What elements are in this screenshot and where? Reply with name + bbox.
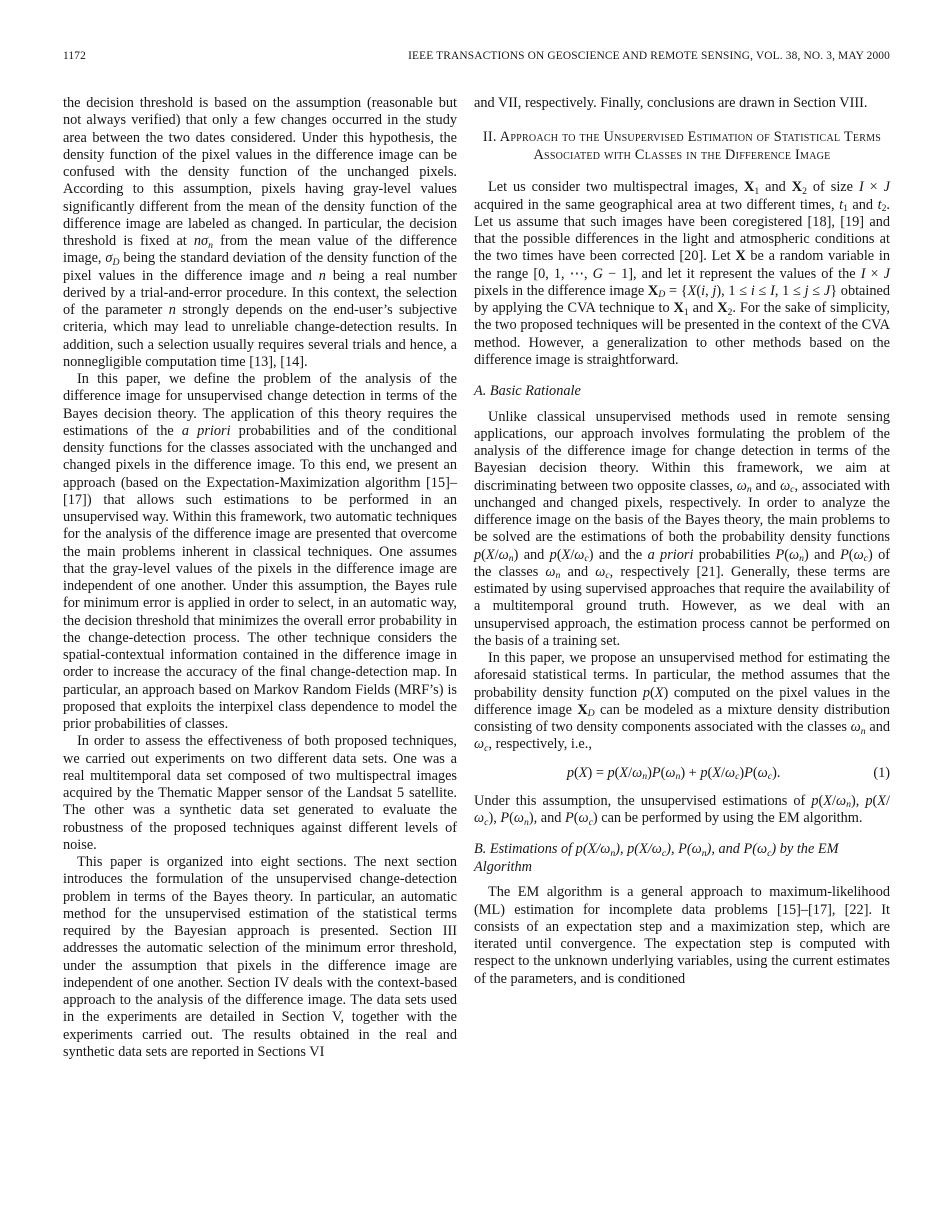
equation-1-body: $p(X) = p(X/\omega_n)P(\omega_n) + p(X/\omega_c)P(\omega_c)$. <box>566 764 781 783</box>
paragraph-in-order-to-assess: In order to assess the effectiveness of both proposed techniques, we carried out experiments on two different data sets. One was a real multitemporal data set composed of two multispectral images acquired by the Thematic Mapper sensor of the Landsat 5 satellite. The other was a synthetic data set generated to evaluate the robustness of the proposed techniques against different levels of noise. <box>63 733 457 853</box>
paragraph-in-this-paper: In this paper, we define the problem of the analysis of the difference image for unsupervised change detection in terms of the Bayes decision theory. The application of this theory requires the estimations of the a priori probabilities and of the conditional density functions for the classes associated with the unchanged and changed pixels in the difference image. To this end, we present an approach (based on the Expectation-Maximization algorithm [15]–[17]) that allows such estimations to be performed in an unsupervised way. Within this framework, two automatic techniques for the analysis of the difference image are presented that overcome the main problems inherent in classical techniques. One assumes that the gray-level values of the pixels in the difference image are independent of one another. Under this assumption, the Bayes rule for minimum error is applied in order to select, in an automatic way, the decision threshold that minimizes the overall error probability in the change-detection process. The other technique considers the spatial-contextual information contained in the difference image in order to increase the accuracy of the final change-detection map. In particular, an approach based on Markov Random Fields (MRF’s) is proposed that exploits the interpixel class dependence to model the prior probabilities of classes. <box>63 371 457 732</box>
right-column <box>474 95 890 1061</box>
paragraph-unlike-classical: Unlike classical unsupervised methods used in remote sensing applications, our approach involves formulating the problem of the analysis of the difference image for change detection in terms of the Bayesian decision theory. Within this framework, we aim at discriminating between two opposite classes, $\omega_n$ and $\omega_c$, associated with unchanged and changed pixels, respectively. In order to analyze the difference image on the basis of the Bayes theory, the main problems to be solved are the estimations of both the probability density functions $p(X/\omega_n)$ and $p(X/\omega_c)$ and the a priori probabilities $P(\omega_n)$ and $P(\omega_c)$ of the classes $\omega_n$ and $\omega_c$, respectively [21]. Generally, these terms are estimated by using supervised approaches that require the availability of a multitemporal ground truth. However, as we deal with an unsupervised approach, the estimation process cannot be performed on the basis of a training set. <box>474 408 890 649</box>
paragraph-we-propose: In this paper, we propose an unsupervised method for estimating the aforesaid statistical terms. In particular, the method assumes that the probability density function p(X) computed on the pixel values in the difference image $X_D$ can be modeled as a mixture density distribution consisting of two density components associated with the classes $\omega_n$ and $\omega_c$, respectively, i.e., <box>474 650 891 754</box>
subsection-b-heading: B. Estimations of $p(X/\omega_n)$, $p(X/\omega_c)$, $P(\omega_n)$, and $P(\omega_c)$ by the EM Algorithm <box>474 841 839 875</box>
paragraph-under-assumption: Under this assumption, the unsupervised estimations of $p(X/\omega_n)$, $p(X/\omega_c)$, $P(\omega_n)$, and $P(\omega_c)$ can be performed by using the EM algorithm. <box>474 792 890 828</box>
paragraph-let-us-consider: Let us consider two multispectral images, $X_1$ and $X_2$ of size I × J acquired in the same geographical area at two different times, $t_1$ and $t_2$. Let us assume that such images have been coregistered [18], [19] and that the possible differences in the light and atmospheric conditions at the two times have been corrected [20]. Let X be a random variable in the range [0, 1, ⋯, G − 1], and let it represent the values of the I × J pixels in the difference image $X_D = \{X(i$, j), 1 ≤ i ≤ I, 1 ≤ j ≤ J} obtained by applying the CVA technique to $X_1$ and $X_2$. For the sake of simplicity, the two proposed techniques will be presented in the context of the CVA method. However, a generalization to other methods based on the difference image is straightforward. <box>474 179 891 368</box>
paragraph-organization: This paper is organized into eight sections. The next section introduces the formulation of the unsupervised change-detection problem in terms of the Bayes theory. In particular, an automatic method for the unsupervised estimation of the statistical terms required by the Bayesian approach is presented. Section III addresses the automatic selection of the minimum error threshold, under the assumption that pixels in the difference image are independent of one another. Section IV deals with the context-based approach to the analysis of the difference image. The data sets used in the experiments are detailed in Section V, together with the experiments carried out. The results obtained in the real and synthetic data sets are reported in Sections VI <box>63 854 457 1060</box>
paragraph-decision-threshold: the decision threshold is based on the assumption (reasonable but not always verified) that only a few changes occurred in the study area between the two dates considered. Under this hypothesis, the density function of the pixel values in the difference image can be confused with the density function of the unchanged pixels. According to this assumption, pixels having gray-level values significantly different from the mean of the density function of the difference image are labeled as changed. In particular, the decision threshold is fixed at $n\sigma_n$ from the mean value of the difference image, $\sigma_D$ being the standard deviation of the density function of the pixel values in the difference image and n being a real number derived by a trial-and-error procedure. In this context, the selection of the parameter n strongly depends on the end-user’s subjective criteria, which may lead to unreliable change-detection results. In addition, such a selection usually requires several trials and hence, a nonnegligible computation time [13], [14]. <box>63 95 457 370</box>
equation-1 <box>474 765 890 782</box>
equation-1-number: (1) <box>873 764 890 781</box>
two-column-body <box>63 95 890 1061</box>
paragraph-continuation: and VII, respectively. Finally, conclusions are drawn in Section VIII. <box>474 95 868 111</box>
subsection-a-heading: A. Basic Rationale <box>474 383 581 399</box>
left-column <box>63 95 457 1061</box>
section-ii-heading: II. Approach to the Unsupervised Estimation of Statistical Terms Associated with Classes in the Difference Image <box>482 129 882 163</box>
journal-title-line: IEEE TRANSACTIONS ON GEOSCIENCE AND REMOTE SENSING, VOL. 38, NO. 3, MAY 2000 <box>408 50 890 62</box>
page-number: 1172 <box>63 50 86 62</box>
running-header <box>63 50 890 62</box>
paragraph-em-algorithm: The EM algorithm is a general approach to maximum-likelihood (ML) estimation for incomplete data problems [15]–[17], [22]. It consists of an expectation step and a maximization step, which are iterated until convergence. The expectation step is computed with respect to the unknown underlying variables, using the current estimates of the parameters, and is conditioned <box>474 884 890 987</box>
